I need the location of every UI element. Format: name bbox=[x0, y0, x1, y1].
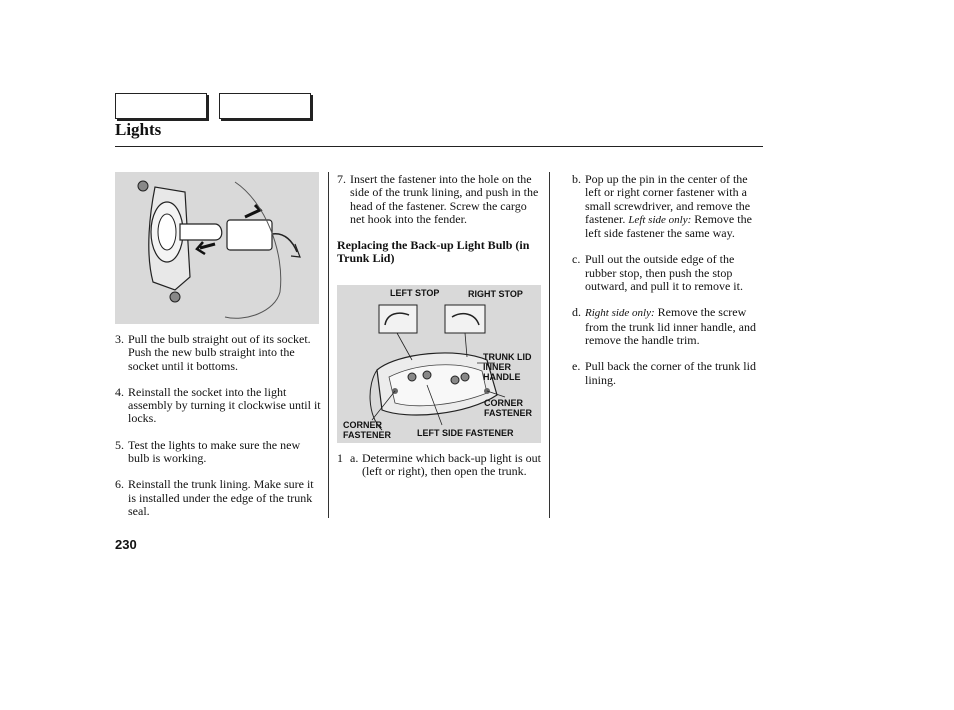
step-3 bbox=[115, 333, 321, 373]
substep-italic-note: Left side only: bbox=[628, 213, 692, 226]
column-2-step-1 bbox=[337, 452, 543, 479]
label-left-stop: LEFT STOP bbox=[390, 288, 440, 298]
column-divider-1 bbox=[328, 172, 329, 518]
step-number: 6. bbox=[115, 477, 124, 492]
substep-c bbox=[572, 253, 764, 293]
substep-text: Pull out the outside edge of the rubber stop, then push the stop outward, and pull it to remove it. bbox=[585, 252, 743, 294]
step-number: 1 bbox=[337, 451, 343, 465]
label-corner-fastener-right: CORNER FASTENER bbox=[484, 398, 533, 418]
step-text: Pull the bulb straight out of its socket. Push the new bulb straight into the socket until it bottoms. bbox=[128, 332, 311, 373]
substep-e bbox=[572, 360, 764, 387]
column-3-text bbox=[572, 173, 764, 387]
label-trunk-lid-inner-handle: TRUNK LID INNER HANDLE bbox=[483, 352, 532, 382]
header-tab-1 bbox=[115, 93, 207, 119]
substep-label: e. bbox=[572, 359, 581, 374]
trunk-lid-figure bbox=[337, 285, 541, 443]
step-text: Insert the fastener into the hole on the side of the trunk lining, and push in the head of the fastener. Screw the cargo net hook into the fender. bbox=[350, 172, 539, 226]
title-rule bbox=[115, 146, 763, 147]
step-number: 7. bbox=[337, 172, 346, 186]
step-4 bbox=[115, 386, 321, 426]
label-right-stop: RIGHT STOP bbox=[468, 289, 523, 299]
substep-label: d. bbox=[572, 305, 581, 320]
substep-d bbox=[572, 306, 764, 347]
step-7 bbox=[337, 173, 543, 226]
column-1-text bbox=[115, 333, 321, 518]
substep-text: Pull back the corner of the trunk lid lining. bbox=[585, 359, 756, 387]
substep-italic-note: Right side only: bbox=[585, 307, 655, 320]
step-number: 5. bbox=[115, 437, 124, 452]
step-text: Reinstall the socket into the light assembly by turning it clockwise until it locks. bbox=[128, 384, 321, 426]
page-title: Lights bbox=[115, 120, 162, 139]
step-text: Test the lights to make sure the new bulb is working. bbox=[128, 437, 301, 466]
step-number: 3. bbox=[115, 332, 124, 346]
step-5 bbox=[115, 439, 321, 466]
substep-text: Pop up the pin in the center of the left or right corner fastener with a small screwdriver, and remove the fastener. bbox=[585, 172, 751, 226]
label-left-side-fastener: LEFT SIDE FASTENER bbox=[417, 428, 514, 438]
bulb-socket-illustration bbox=[115, 172, 319, 324]
substep-text: Remove the left side fastener the same way. bbox=[585, 211, 752, 241]
label-corner-fastener-left: CORNER FASTENER bbox=[343, 420, 392, 440]
column-2-text bbox=[337, 173, 543, 266]
page-number: 230 bbox=[115, 537, 137, 552]
substep-label: c. bbox=[572, 252, 581, 267]
column-divider-2 bbox=[549, 172, 550, 518]
step-text: Determine which back-up light is out (left or right), then open the trunk. bbox=[362, 451, 541, 479]
step-6 bbox=[115, 478, 321, 518]
step-1a bbox=[337, 452, 543, 479]
step-text: Reinstall the trunk lining. Make sure it is installed under the edge of the trunk seal. bbox=[128, 477, 314, 518]
substep-text: Remove the screw from the trunk lid inner handle, and remove the handle trim. bbox=[585, 305, 756, 347]
substep-label: b. bbox=[572, 172, 581, 186]
step-number: 4. bbox=[115, 384, 124, 399]
section-heading: Replacing the Back-up Light Bulb (in Trunk Lid) bbox=[337, 238, 530, 266]
header-tab-2 bbox=[219, 93, 311, 119]
substep-b bbox=[572, 173, 764, 240]
substep-label: a. bbox=[350, 451, 359, 465]
bulb-socket-figure bbox=[115, 172, 319, 324]
